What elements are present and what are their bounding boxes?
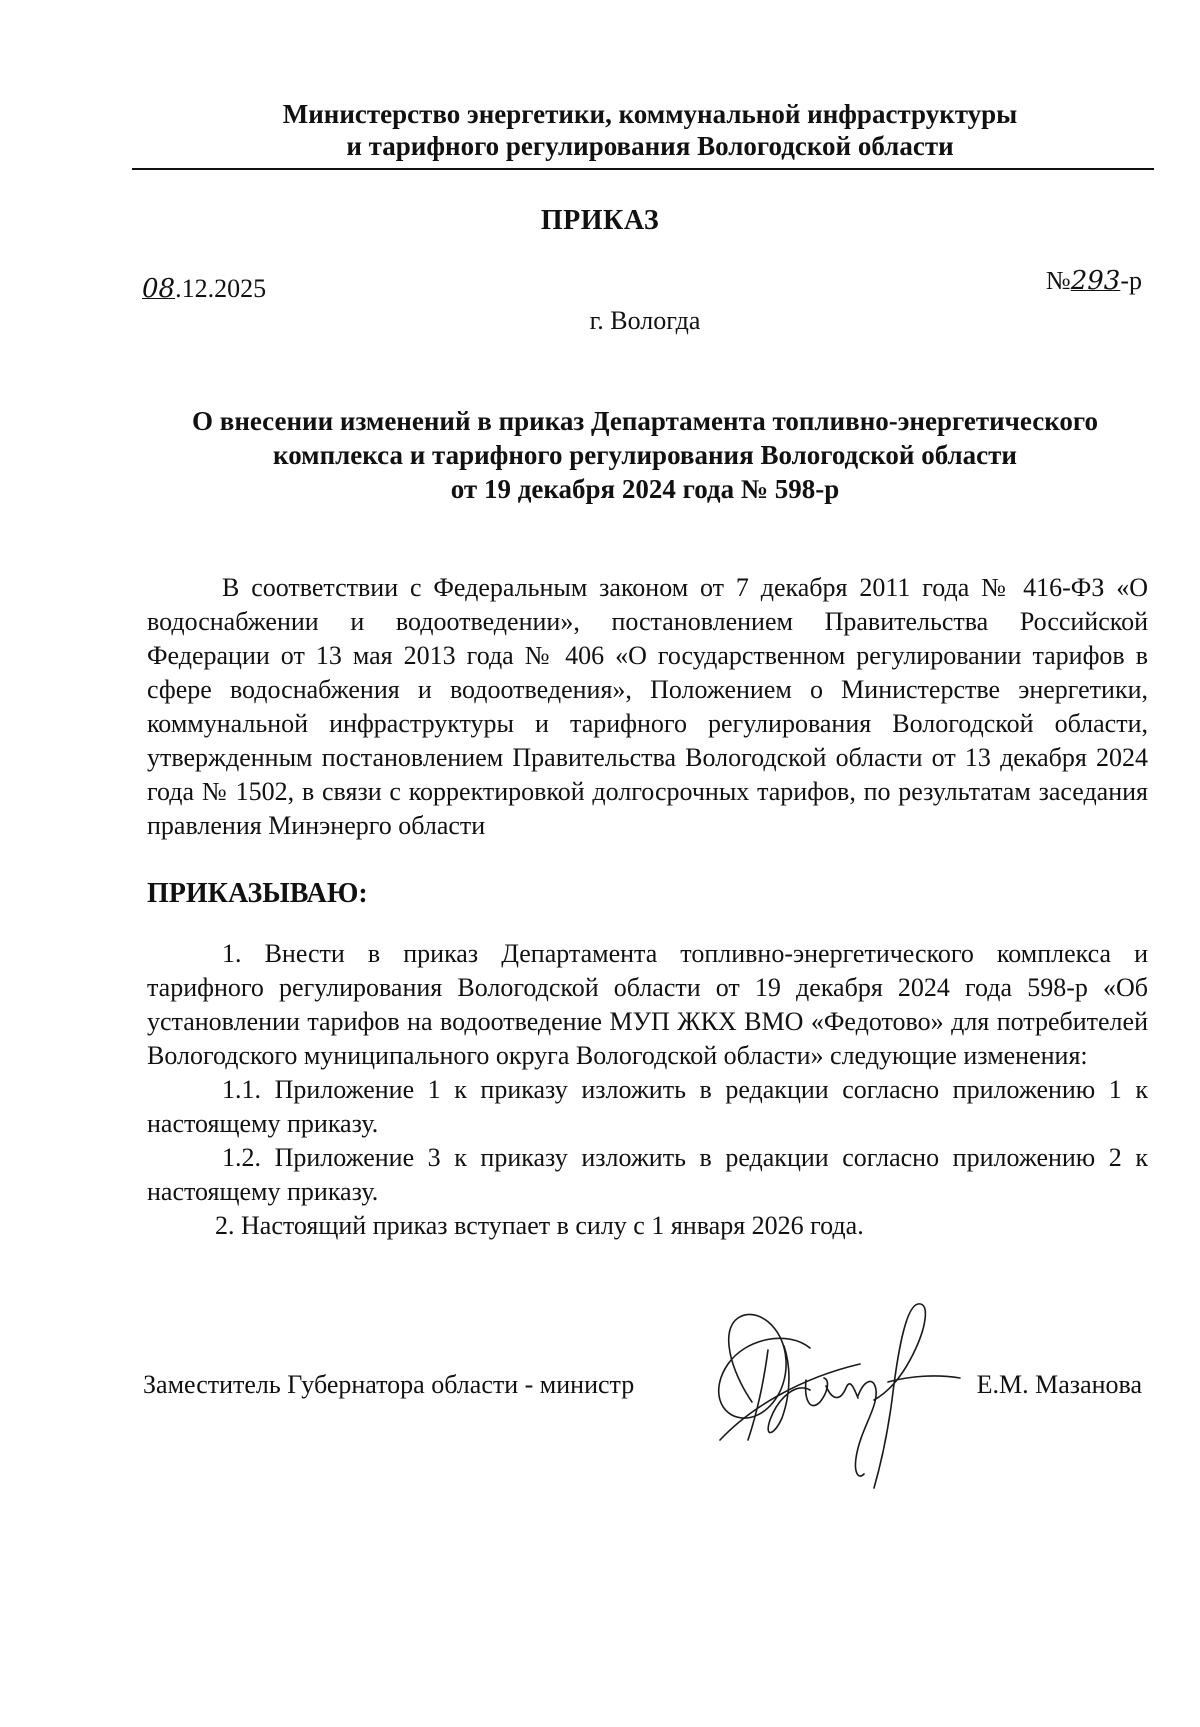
handwritten-signature [660, 1290, 990, 1490]
order-item-1-2: 1.2. Приложение 3 к приказу изложить в редакции согласно приложению 2 к настоящему приказу. [147, 1143, 1148, 1206]
order-word: ПРИКАЗЫВАЮ: [147, 878, 368, 909]
document-number-value: 293 [1070, 266, 1121, 296]
ministry-name-line-2: и тарифного регулирования Вологодской области [346, 131, 954, 161]
document-title-line-2: комплекса и тарифного регулирования Вологодской области [273, 440, 1017, 470]
order-item-2: 2. Настоящий приказ вступает в силу с 1 января 2026 года. [215, 1211, 864, 1240]
document-number-prefix: № [1045, 266, 1071, 295]
document-date [142, 274, 266, 304]
order-item-1: 1. Внести в приказ Департамента топливно-энергетического комплекса и тарифного регулирования Вологодской области от 19 декабря 2024 года 598-р «Об установлении тарифов на водоотведение МУП ЖКХ ВМО «Федотово» для потребителей Вологодского муниципального округа Вологодской области» следующие изменения: [147, 939, 1148, 1070]
document-city: г. Вологда [589, 306, 701, 335]
document-title-line-3: от 19 декабря 2024 года № 598-р [450, 474, 840, 504]
document-date-rest: .12.2025 [175, 274, 267, 303]
preamble-paragraph: В соответствии с Федеральным законом от 7 декабря 2011 года № 416-ФЗ «О водоснабжении и водоотведении», постановлением Правительства Российской Федерации от 13 мая 2013 года № 406 «О государственном регулировании тарифов в сфере водоснабжения и водоотведения», Положением о Министерстве энергетики, коммунальной инфраструктуры и тарифного регулирования Вологодской области, утвержденным постановлением Правительства Вологодской области от 13 декабря 2024 года № 1502, в связи с корректировкой долгосрочных тарифов, по результатам заседания правления Минэнерго области [147, 573, 1148, 840]
order-items [147, 937, 1148, 1243]
document-type: ПРИКАЗ [540, 205, 660, 236]
signer-position: Заместитель Губернатора области - министр [143, 1370, 635, 1399]
ministry-name-line-1: Министерство энергетики, коммунальной инфраструктуры [282, 99, 1018, 129]
order-item-1-1: 1.1. Приложение 1 к приказу изложить в редакции согласно приложению 1 к настоящему приказу. [147, 1075, 1148, 1138]
document-number-suffix: -р [1120, 266, 1142, 295]
document-title [130, 404, 1160, 506]
document-number [1046, 266, 1142, 296]
document-title-line-1: О внесении изменений в приказ Департамента топливно-энергетического [191, 406, 1098, 436]
ministry-header [130, 98, 1170, 162]
document-date-day: 08 [142, 274, 176, 304]
header-divider [132, 168, 1154, 170]
signer-name: Е.М. Мазанова [976, 1370, 1142, 1399]
